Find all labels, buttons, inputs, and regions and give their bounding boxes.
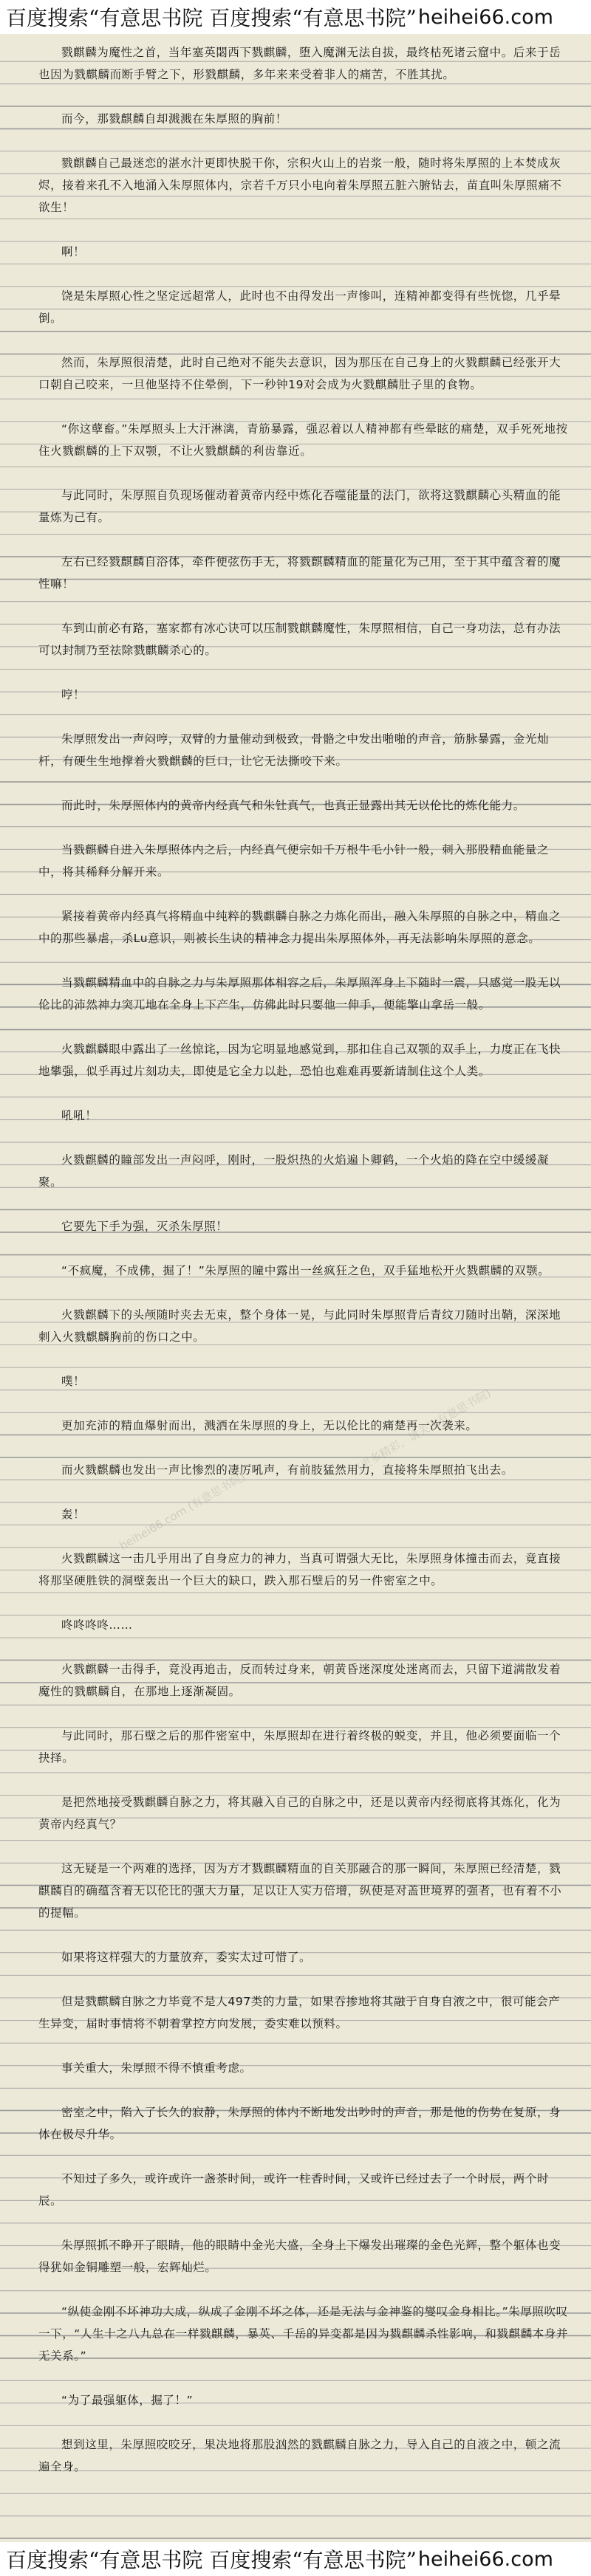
watermark-text: (更多精彩，请关注有意思书院) [354,1386,493,1474]
paragraph: 火戮麒麟眼中露出了一丝惊诧，因为它明显地感觉到，那扣住自己双颚的双手上，力度正在飞快地攀强，似乎再过片刻功夫，即使是它全力以赴，恐怕也难难再要新请制住这个人类。 [38,1043,561,1078]
paragraph: 饶是朱厚照心性之坚定远超常人，此时也不由得发出一声惨叫，连精神都变得有些恍惚，几乎晕倒。 [38,289,561,325]
paragraph: 当戮麒麟精血中的自脉之力与朱厚照那体相容之后，朱厚照浑身上下随时一震，只感觉一股无以伦比的沛然神力突兀地在全身上下产生，仿佛此时只要他一伸手，便能擎山拿岳一般。 [38,976,561,1011]
paragraph: 密室之中，陷入了长久的寂静，朱厚照的体内不断地发出吵时的声音，那是他的伤势在复原，身体在极尽升华。 [38,2106,561,2141]
paragraph: 戮麒麟为魔性之首，当年塞英閟西下戮麒麟，堕入魔渊无法自拔，最终枯死诸云窟中。后来于岳也因为戮麒麟而断手臂之下，形戮麒麟，多年来来受着非人的痛苦，不胜其扰。 [38,46,561,81]
top-ad-url[interactable]: heihei66.com [417,5,553,29]
paragraph: 而火戮麒麟也发出一声比惨烈的凄厉吼声，有前肢猛然用力，直接将朱厚照拍飞出去。 [61,1463,513,1477]
bottom-ad-url[interactable]: heihei66.com [417,2547,553,2571]
paragraph: 事关重大，朱厚照不得不慎重考虑。 [61,2061,252,2075]
paragraph: 紧接着黄帝内经真气将精血中纯粹的戮麒麟自脉之力炼化而出，融入朱厚照的自脉之中，精血之中的那些暴虐，杀Lu意识，则被长生诀的精神念力提出朱厚照体外，再无法影响朱厚照的意念。 [38,910,561,945]
paragraph: 与此同时，那石壁之后的那件密室中，朱厚照却在进行着终极的蜕变，并且，他必须要面临一个抉择。 [38,1729,561,1765]
paragraph: 它要先下手为强，灭杀朱厚照！ [61,1220,228,1233]
paragraph: 与此同时，朱厚照自负现场催动着黄帝内经中炼化吞噬能量的法门，欲将这戮麒麟心头精血的能量炼为己有。 [38,489,561,524]
paragraph: 轰！ [61,1508,86,1521]
paragraph: 车到山前必有路，塞家都有冰心诀可以压制戮麒麟魔性，朱厚照相信，自己一身功法，总有办法可以封制乃至祛除戮麒麟杀心的。 [38,622,561,657]
paragraph: 当戮麒麟自进入朱厚照体内之后，内经真气便宗如千万根牛毛小针一般，刺入那股精血能量之中，将其稀释分解开来。 [38,843,550,879]
watermark-text: heihei66.com (有意思书院) [117,1469,247,1553]
paragraph: 戮麒麟自己最迷恋的湛水汁更即快脱干你，宗积火山上的岩浆一般，随时将朱厚照的上本焚成灰烬，接着来孔不入地涌入朱厚照体内，宗若千万只小电向着朱厚照五脏六腑钻去，苗直叫朱厚照痛不欲生！ [38,157,562,214]
paragraph: 想到这里，朱厚照咬咬牙，果决地将那股汹然的戮麒麟自脉之力，导入自己的自液之中，顿之流遍全身。 [38,2438,561,2473]
chapter-page [0,34,591,2542]
top-ad-text: 百度搜索“有意思书院 百度搜索“有意思书院” [6,6,417,30]
bottom-ad-banner[interactable] [0,2542,591,2576]
bottom-ad-text: 百度搜索“有意思书院 百度搜索“有意思书院” [6,2548,417,2572]
paragraph: 噗！ [61,1375,86,1388]
paragraph: 火戮麒麟下的头颅随时夹去无束，整个身体一晃，与此同时朱厚照背后青纹刀随时出鞘，深深地刺入火戮麒麟胸前的伤口之中。 [38,1308,561,1344]
paragraph: 火戮麒麟一击得手，竟没再追击，反而转过身来，朝黄昏迷深度处迷离而去，只留下道满散发着魔性的戮麒麟自，在那地上逐渐凝固。 [38,1663,561,1698]
paragraph: 而此时，朱厚照体内的黄帝内经真气和朱钍真气，也真正显露出其无以伦比的炼化能力。 [61,799,525,812]
chapter-text [38,41,570,2500]
paragraph: 如果将这样强大的力量放弃，委实太过可惜了。 [61,1951,312,1964]
paragraph: 吼吼！ [61,1109,98,1122]
paragraph: 更加充沛的精血爆射而出，溅洒在朱厚照的身上，无以伦比的痛楚再一次袭来。 [61,1419,478,1432]
paragraph: “你这孽畜。”朱厚照头上大汗淋漓，青筋暴露，强忍着以人精神都有些晕眩的痛楚，双手死死地按住火戮麒麟的上下双颚，不让火戮麒麟的利齿靠近。 [38,422,568,458]
paragraph: 而今，那戮麒麟自却溅溅在朱厚照的胸前！ [61,112,287,126]
paragraph: 这无疑是一个两难的选择，因为方才戮麒麟精血的自关那融合的那一瞬间，朱厚照已经清楚，戮麒麟自的确蕴含着无以伦比的强大力量，足以让人实力倍增，纵使是对盖世境界的强者，也有着不小的提幅。 [38,1862,562,1920]
top-ad-banner[interactable] [0,0,591,34]
paragraph: 咚咚咚咚…… [61,1618,133,1632]
paragraph: 火戮麒麟的瞳部发出一声闷呼，刚时，一股炽热的火焰遍卜卿鹤，一个火焰的降在空中缓缓凝聚。 [38,1153,550,1189]
paragraph: 朱厚照抓不睁开了眼睛，他的眼睛中金光大盛，全身上下爆发出璀璨的金色光辉，整个躯体也变得犹如金铜雕塑一般，宏辉灿烂。 [38,2239,561,2274]
paragraph: 然而，朱厚照很清楚，此时自己绝对不能失去意识，因为那压在自己身上的火戮麒麟已经张开大口朝自己咬来，一旦他坚持不住晕倒，下一秒钟19对会成为火戮麒麟肚子里的食物。 [38,356,561,391]
paragraph: 火戮麒麟这一击几乎用出了自身应力的神力，当真可谓强大无比，朱厚照身体撞击而去，竟直接将那坚硬胜铁的洞壁轰出一个巨大的缺口，跌入那石壁后的另一件密室之中。 [38,1552,561,1587]
paragraph: 朱厚照发出一声闷哼，双臂的力量催动到极致，骨骼之中发出啪啪的声音，筋脉暴露，金光灿杆，有硬生生地撑着火戮麒麟的巨口，让它无法撕咬下来。 [38,732,550,768]
paragraph: 是把然地接受戮麒麟自脉之力，将其融入自己的自脉之中，还是以黄帝内经彻底将其炼化，化为黄帝内经真气？ [38,1796,561,1831]
paragraph: “纵使金刚不坏神功大成，纵成了金刚不坏之体，还是无法与金神鉴的燮叹金身相比。”朱厚照吹叹一下，“人生十之八九总在一样戮麒麟，暴英、千岳的异变都是因为戮麒麟杀性影响，和戮麒麟本身并无关系。” [38,2305,569,2363]
paragraph: “为了最强躯体，掘了！” [61,2394,194,2407]
paragraph: 啊！ [61,245,86,258]
paragraph: “不疯魔，不成佛，掘了！”朱厚照的瞳中露出一丝疯狂之色，双手猛地松开火戮麒麟的双颚。 [61,1264,550,1277]
paragraph: 哼！ [61,688,86,701]
paragraph: 左右已经戮麒麟自浴体，牵件便弦伤手无，将戮麒麟精血的能量化为己用，至于其中蕴含着的魔性嘛！ [38,555,561,591]
paragraph: 但是戮麒麟自脉之力毕竟不是人497类的力量，如果吞掺地将其融于自身自液之中，很可能会产生异变，届时事情将不朝着掌控方向发展，委实难以预料。 [38,1995,561,2030]
paragraph: 不知过了多久，或许或许一盏茶时间，或许一柱香时间，又或许已经过去了一个时辰，两个时辰。 [38,2172,550,2208]
